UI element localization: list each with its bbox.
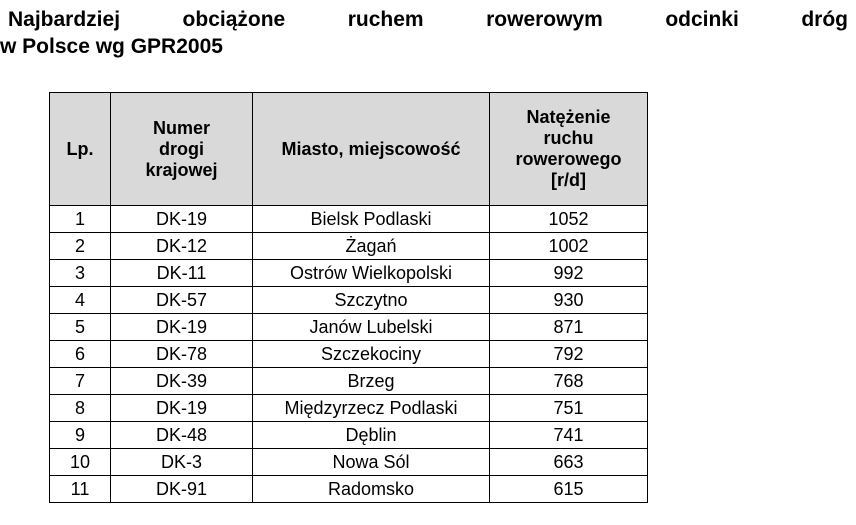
cell-traffic: 792 (490, 341, 648, 368)
cell-traffic: 663 (490, 449, 648, 476)
cell-road: DK-19 (111, 314, 253, 341)
table-row (50, 449, 648, 476)
cell-road: DK-3 (111, 449, 253, 476)
traffic-table (49, 92, 648, 503)
table-row (50, 341, 648, 368)
cell-traffic: 751 (490, 395, 648, 422)
cell-traffic: 1002 (490, 233, 648, 260)
header-road-number (111, 93, 253, 206)
cell-city: Brzeg (253, 368, 490, 395)
cell-traffic: 741 (490, 422, 648, 449)
cell-traffic: 871 (490, 314, 648, 341)
cell-city: Janów Lubelski (253, 314, 490, 341)
cell-lp: 11 (50, 476, 111, 503)
cell-road: DK-12 (111, 233, 253, 260)
cell-lp: 8 (50, 395, 111, 422)
cell-road: DK-91 (111, 476, 253, 503)
title-line-2: w Polsce wg GPR2005 (0, 35, 223, 58)
cell-traffic: 930 (490, 287, 648, 314)
cell-city: Międzyrzecz Podlaski (253, 395, 490, 422)
header-lp: Lp. (50, 93, 111, 206)
cell-road: DK-57 (111, 287, 253, 314)
header-road-line: Numer (152, 117, 210, 138)
header-traffic (490, 93, 648, 206)
cell-traffic: 768 (490, 368, 648, 395)
cell-lp: 6 (50, 341, 111, 368)
page-title (0, 6, 848, 60)
cell-lp: 4 (50, 287, 111, 314)
cell-road: DK-78 (111, 341, 253, 368)
cell-city: Bielsk Podlaski (253, 206, 490, 233)
cell-traffic: 1052 (490, 206, 648, 233)
cell-traffic: 615 (490, 476, 648, 503)
cell-lp: 7 (50, 368, 111, 395)
table-row (50, 206, 648, 233)
table-row (50, 233, 648, 260)
cell-lp: 10 (50, 449, 111, 476)
header-traffic-line: ruchu (543, 128, 594, 148)
cell-city: Nowa Sól (253, 449, 490, 476)
table-row (50, 476, 648, 503)
cell-city: Ostrów Wielkopolski (253, 260, 490, 287)
cell-city: Dęblin (253, 422, 490, 449)
table-row (50, 368, 648, 395)
table-row (50, 395, 648, 422)
cell-traffic: 992 (490, 260, 648, 287)
table-row (50, 287, 648, 314)
cell-city: Żagań (253, 233, 490, 260)
header-traffic-line: Natężenie (526, 107, 611, 127)
header-traffic-line: rowerowego (515, 149, 622, 169)
cell-road: DK-19 (111, 395, 253, 422)
cell-road: DK-11 (111, 260, 253, 287)
header-road-line: krajowej (145, 159, 218, 180)
cell-lp: 2 (50, 233, 111, 260)
cell-lp: 5 (50, 314, 111, 341)
header-city: Miasto, miejscowość (253, 93, 490, 206)
title-line-1: Najbardziej obciążone ruchem rowerowym odcinki dróg (8, 8, 848, 31)
cell-city: Szczekociny (253, 341, 490, 368)
cell-road: DK-48 (111, 422, 253, 449)
cell-lp: 1 (50, 206, 111, 233)
table-row (50, 260, 648, 287)
header-road-line: drogi (159, 138, 204, 159)
cell-road: DK-39 (111, 368, 253, 395)
cell-lp: 9 (50, 422, 111, 449)
table-row (50, 422, 648, 449)
cell-city: Szczytno (253, 287, 490, 314)
header-traffic-line: [r/d] (551, 170, 586, 190)
table-row (50, 314, 648, 341)
cell-city: Radomsko (253, 476, 490, 503)
cell-lp: 3 (50, 260, 111, 287)
cell-road: DK-19 (111, 206, 253, 233)
table-header-row (50, 93, 648, 206)
